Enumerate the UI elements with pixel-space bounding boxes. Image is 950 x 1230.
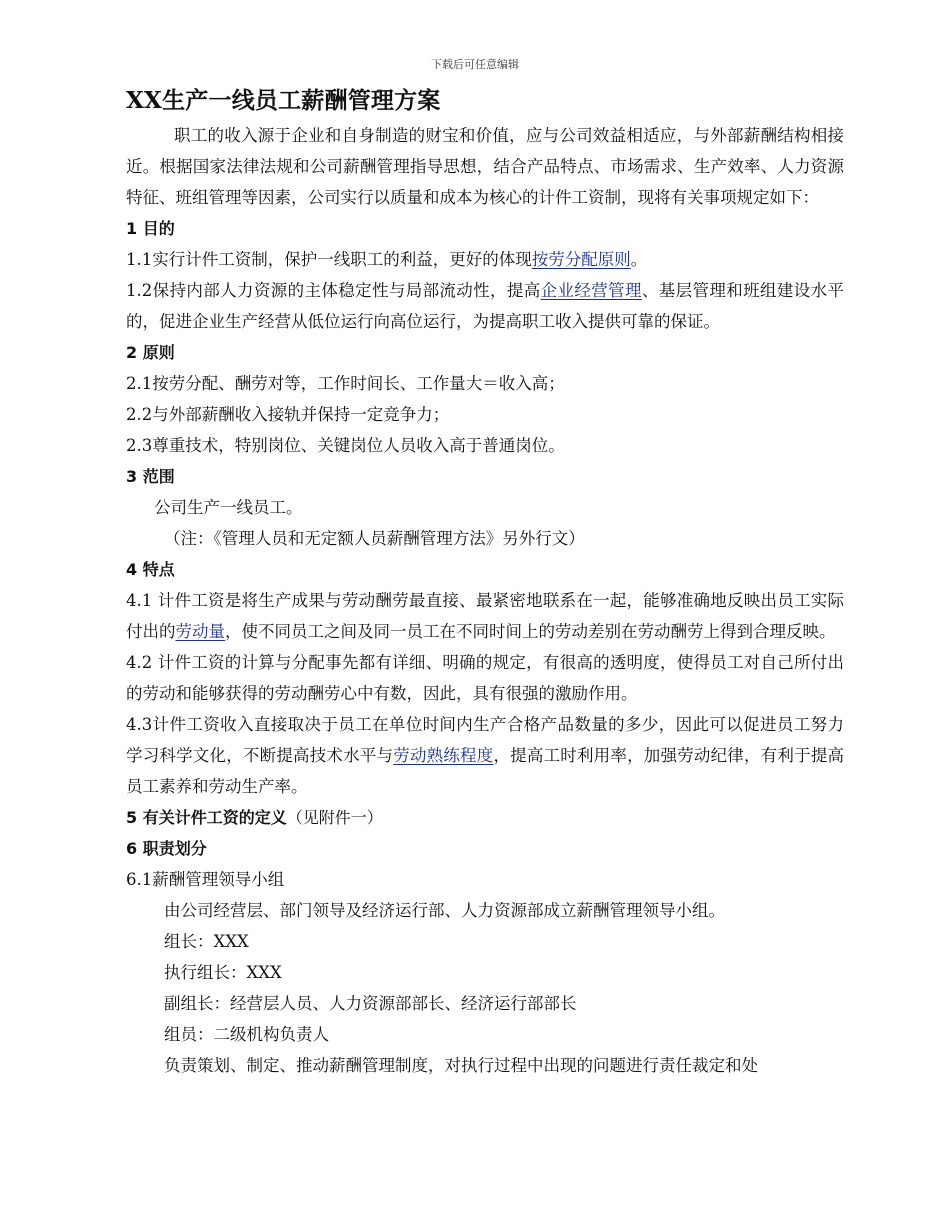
document-title: XX生产一线员工薪酬管理方案: [126, 87, 441, 114]
link-enterprise-management[interactable]: 企业经营管理: [540, 281, 642, 300]
section-1-2-rest: 、基层管理和班组建设水平的，促进企业生产经营从低位运行向高位运行，为提高职工收入提供可靠的保证。: [126, 281, 844, 331]
header-note: 下载后可任意编辑: [431, 58, 519, 71]
section-6-1-line-1: 由公司经营层、部门领导及经济运行部、人力资源部成立薪酬管理领导小组。: [164, 901, 725, 920]
intro-paragraph: 职工的收入源于企业和自身制造的财宝和价值，应与公司效益相适应，与外部薪酬结构相接近。根据国家法律法规和公司薪酬管理指导思想，结合产品特点、市场需求、生产效率、人力资源特征、班组管理等因素，公司实行以质量和成本为核心的计件工资制，现将有关事项规定如下：: [126, 126, 844, 207]
section-6-heading: 6 职责划分: [126, 839, 207, 858]
section-6-1-line-6: 负责策划、制定、推动薪酬管理制度，对执行过程中出现的问题进行责任裁定和处: [164, 1056, 758, 1075]
section-3-scope: 公司生产一线员工。: [154, 498, 303, 517]
document-content: [126, 84, 844, 1081]
section-4-1: [126, 585, 844, 647]
section-6-1-line-4: 副组长：经营层人员、人力资源部部长、经济运行部部长: [164, 994, 577, 1013]
section-1-2: [126, 275, 844, 337]
section-1-1-text: 1.1实行计件工资制，保护一线职工的利益，更好的体现: [126, 250, 532, 269]
section-1-1-end: 。: [630, 250, 648, 269]
section-4-1-text: 4.1 计件工资是将生产成果与劳动酬劳最直接、最紧密地联系在一起，能够准确地反映出员工实际付出的: [126, 591, 844, 641]
link-labor-amount[interactable]: 劳动量: [175, 622, 225, 641]
section-6-1-line-2: 组长：XXX: [164, 932, 249, 951]
section-4-heading: 4 特点: [126, 560, 175, 579]
section-4-1-rest: ，使不同员工之间及同一员工在不同时间上的劳动差别在劳动酬劳上得到合理反映。: [225, 622, 836, 641]
section-3-note: （注：《管理人员和无定额人员薪酬管理方法》另外行文）: [164, 529, 585, 548]
section-6-1-line-3: 执行组长：XXX: [164, 963, 282, 982]
section-1-2-text: 1.2保持内部人力资源的主体稳定性与局部流动性，提高: [126, 281, 541, 300]
section-2-heading: 2 原则: [126, 343, 175, 362]
section-6-1: 6.1薪酬管理领导小组: [126, 870, 285, 889]
section-1-heading: 1 目的: [126, 219, 175, 238]
link-labor-proficiency[interactable]: 劳动熟练程度: [393, 746, 494, 765]
section-4-3: [126, 709, 844, 802]
link-distribution-principle[interactable]: 按劳分配原则: [531, 250, 631, 269]
section-2-1: 2.1按劳分配、酬劳对等，工作时间长、工作量大＝收入高；: [126, 374, 565, 393]
section-1-1: [126, 244, 844, 275]
section-4-3-text: 4.3计件工资收入直接取决于员工在单位时间内生产合格产品数量的多少，因此可以促进员工努力学习科学文化，不断提高技术水平与: [126, 715, 844, 765]
section-3-heading: 3 范围: [126, 467, 175, 486]
section-2-3: 2.3尊重技术，特别岗位、关键岗位人员收入高于普通岗位。: [126, 436, 565, 455]
section-5-heading-text: 5 有关计件工资的定义: [126, 808, 287, 827]
section-6-1-line-5: 组员：二级机构负责人: [164, 1025, 329, 1044]
section-5-heading: [126, 802, 844, 833]
section-5-note: （见附件一）: [286, 808, 383, 827]
section-4-2: 4.2 计件工资的计算与分配事先都有详细、明确的规定，有很高的透明度，使得员工对自己所付出的劳动和能够获得的劳动酬劳心中有数，因此，具有很强的激励作用。: [126, 653, 844, 703]
section-4-3-rest: ，提高工时利用率，加强劳动纪律，有利于提高员工素养和劳动生产率。: [126, 746, 845, 796]
section-2-2: 2.2与外部薪酬收入接轨并保持一定竞争力；: [126, 405, 450, 424]
